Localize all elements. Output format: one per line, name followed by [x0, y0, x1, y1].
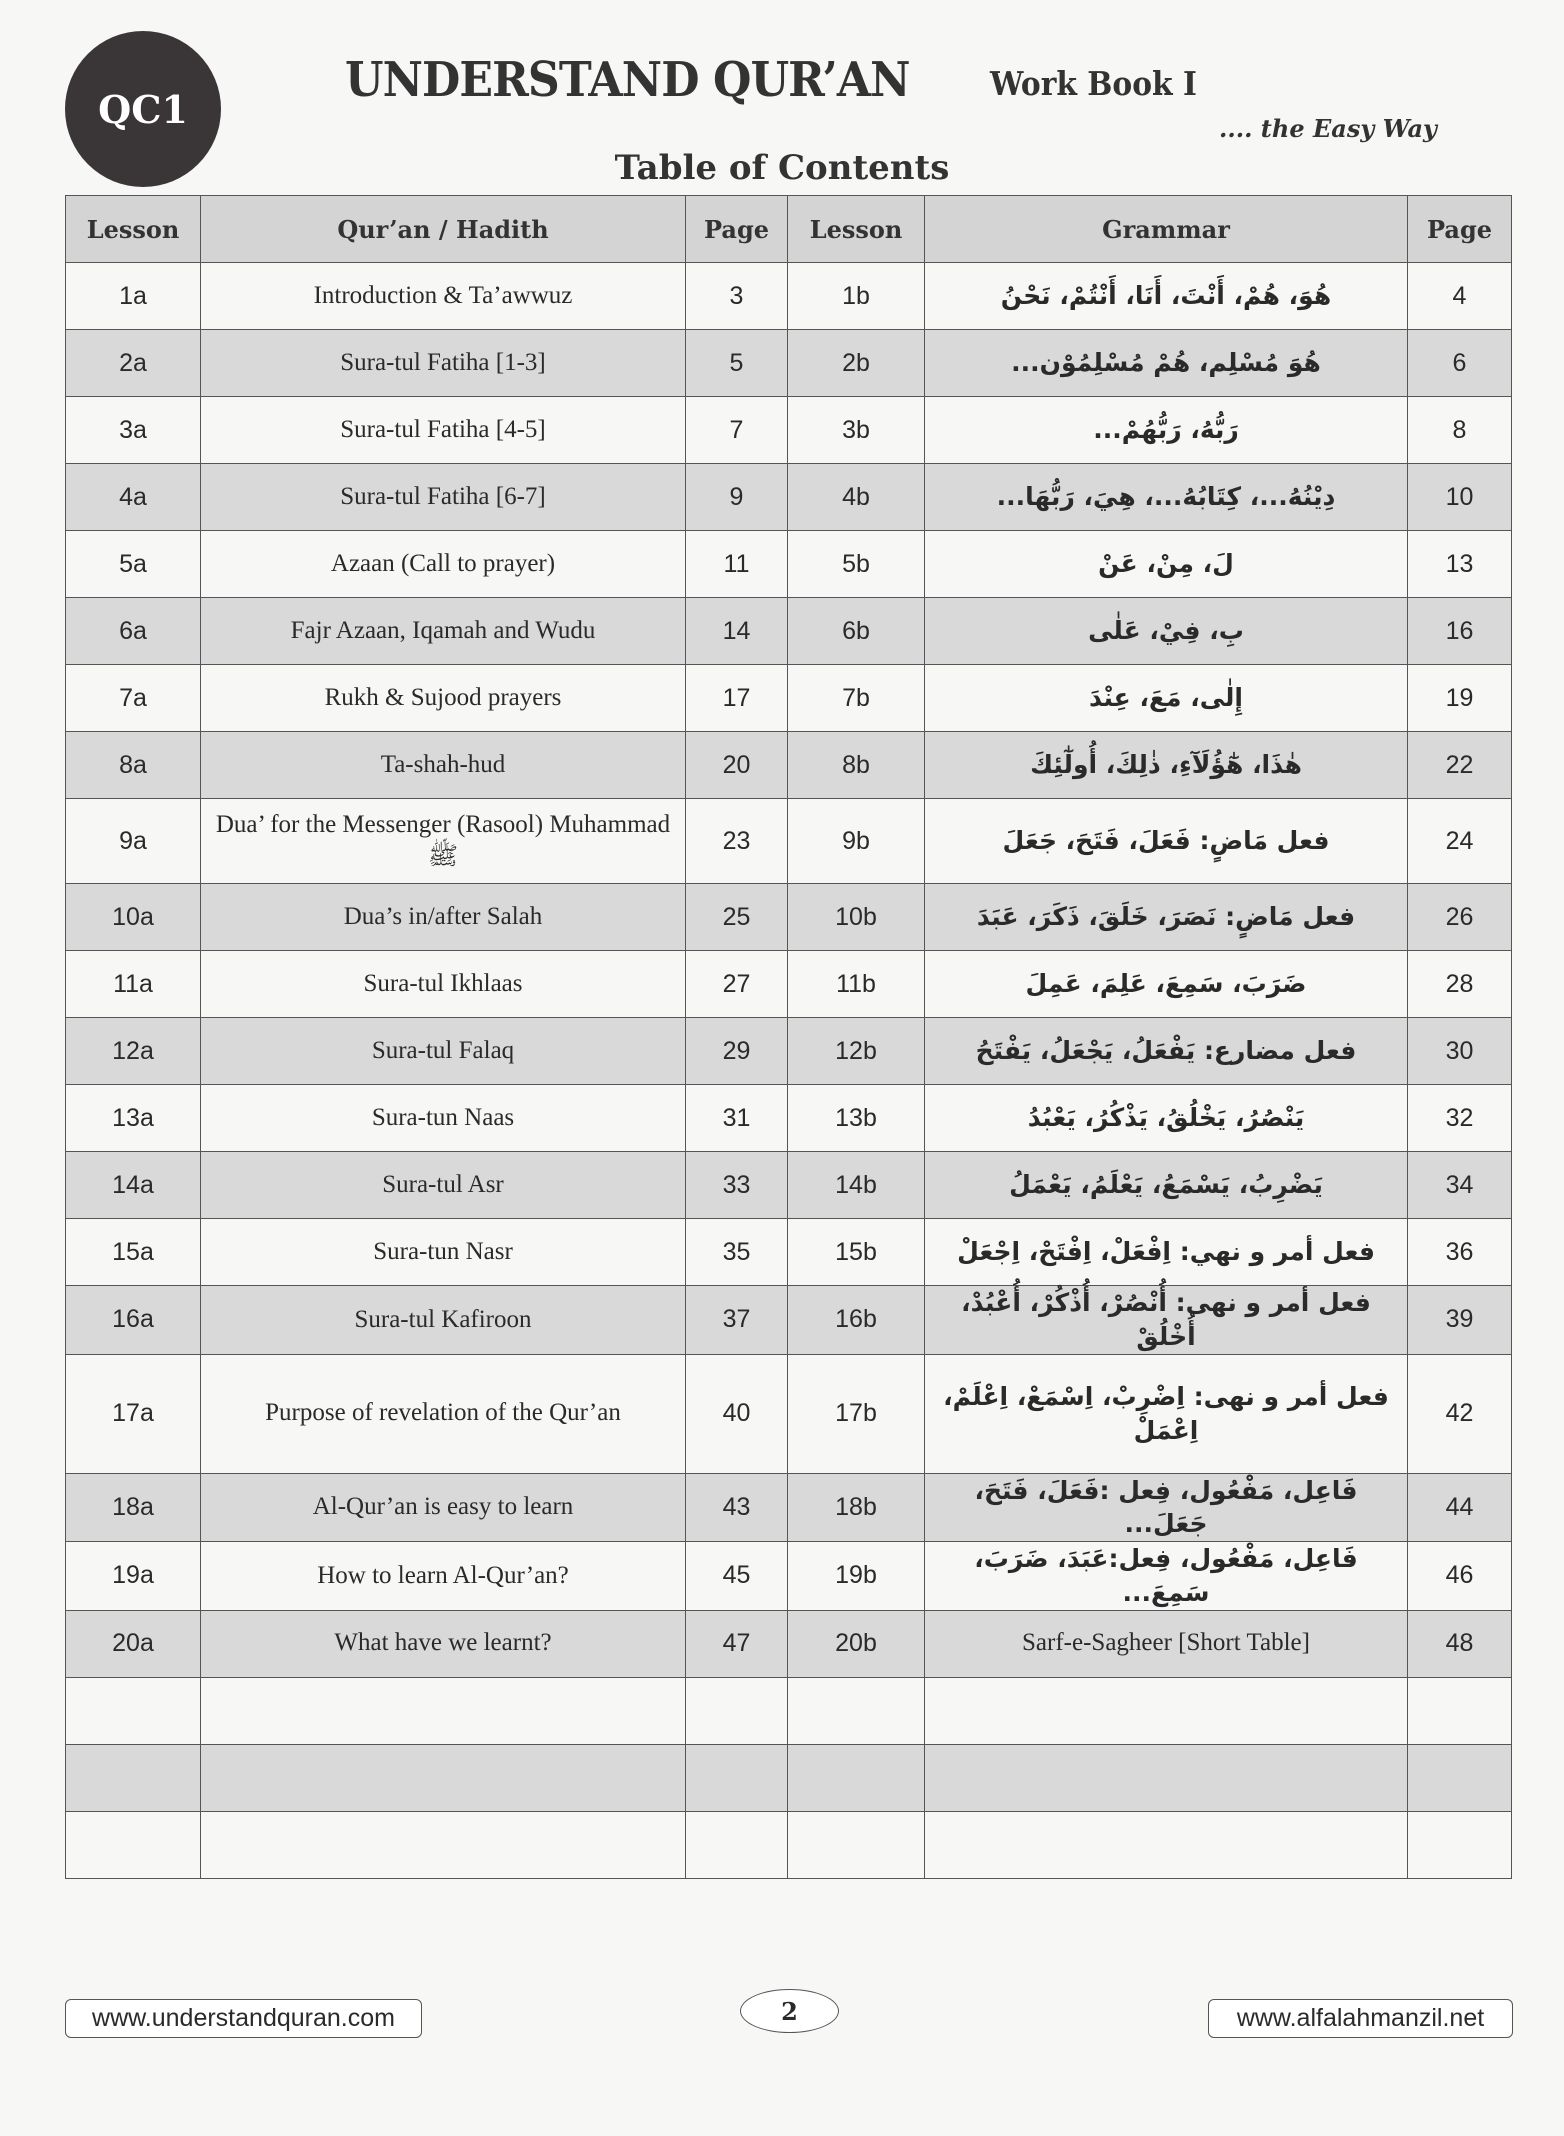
lesson-number: 7a	[66, 665, 201, 732]
col-header-lesson: Lesson	[788, 196, 925, 263]
empty-cell	[66, 1677, 201, 1744]
empty-cell	[66, 1744, 201, 1811]
grammar-page-number-cell: 26	[1408, 884, 1512, 951]
lesson-number: 1a	[66, 263, 201, 330]
col-header-page: Page	[686, 196, 788, 263]
grammar-topic: يَنْصُرُ، يَخْلُقُ، يَذْكُرُ، يَعْبُدُ	[925, 1085, 1408, 1152]
table-row	[66, 1610, 1512, 1677]
page-number-cell: 23	[686, 799, 788, 884]
grammar-lesson-number: 16b	[788, 1286, 925, 1355]
grammar-lesson-number: 19b	[788, 1542, 925, 1611]
lesson-number: 18a	[66, 1473, 201, 1542]
page-number-cell: 40	[686, 1354, 788, 1473]
grammar-lesson-number: 10b	[788, 884, 925, 951]
table-header-row	[66, 196, 1512, 263]
grammar-lesson-number: 20b	[788, 1610, 925, 1677]
empty-cell	[925, 1811, 1408, 1878]
quran-hadith-topic: Sura-tul Ikhlaas	[201, 951, 686, 1018]
table-row	[66, 665, 1512, 732]
quran-hadith-topic: Sura-tun Naas	[201, 1085, 686, 1152]
grammar-topic: فعل مَاضٍ: فَعَلَ، فَتَحَ، جَعَلَ	[925, 799, 1408, 884]
grammar-page-number-cell: 39	[1408, 1286, 1512, 1355]
page-number-cell: 29	[686, 1018, 788, 1085]
page-number-cell: 25	[686, 884, 788, 951]
empty-table-row	[66, 1744, 1512, 1811]
lesson-number: 13a	[66, 1085, 201, 1152]
grammar-page-number-cell: 10	[1408, 464, 1512, 531]
lesson-number: 20a	[66, 1610, 201, 1677]
table-row	[66, 884, 1512, 951]
lesson-number: 3a	[66, 397, 201, 464]
logo-text: QC1	[98, 86, 188, 132]
lesson-number: 6a	[66, 598, 201, 665]
grammar-topic: فعل أمر و نهى: اِضْرِبْ، اِسْمَعْ، اِعْلَمْ، اِعْمَلْ	[925, 1354, 1408, 1473]
grammar-lesson-number: 14b	[788, 1152, 925, 1219]
table-row	[66, 1542, 1512, 1611]
grammar-lesson-number: 17b	[788, 1354, 925, 1473]
page-number-cell: 27	[686, 951, 788, 1018]
empty-cell	[201, 1811, 686, 1878]
lesson-number: 2a	[66, 330, 201, 397]
table-row	[66, 1286, 1512, 1355]
table-row	[66, 951, 1512, 1018]
quran-hadith-topic: Sura-tul Fatiha [6-7]	[201, 464, 686, 531]
grammar-page-number-cell: 28	[1408, 951, 1512, 1018]
grammar-topic: فعل أمر و نهى: أُنْصُرْ، أُذْكُرْ، أُعْبُدْ، أُخْلُقْ	[925, 1286, 1408, 1355]
grammar-topic: هُوَ، هُمْ، أَنْتَ، أَنَا، أَنْتُمْ، نَحْنُ	[925, 263, 1408, 330]
grammar-page-number-cell: 22	[1408, 732, 1512, 799]
grammar-topic: رَبُّهُ، رَبُّهُمْ...	[925, 397, 1408, 464]
quran-hadith-topic: What have we learnt?	[201, 1610, 686, 1677]
quran-hadith-topic: Fajr Azaan, Iqamah and Wudu	[201, 598, 686, 665]
col-header-quran-hadith: Qur’an / Hadith	[201, 196, 686, 263]
grammar-page-number-cell: 8	[1408, 397, 1512, 464]
grammar-page-number-cell: 42	[1408, 1354, 1512, 1473]
page-number-cell: 3	[686, 263, 788, 330]
grammar-lesson-number: 3b	[788, 397, 925, 464]
tagline: .... the Easy Way	[1219, 114, 1437, 143]
grammar-topic: ضَرَبَ، سَمِعَ، عَلِمَ، عَمِلَ	[925, 951, 1408, 1018]
lesson-number: 9a	[66, 799, 201, 884]
table-row	[66, 1354, 1512, 1473]
quran-hadith-topic: Sura-tul Asr	[201, 1152, 686, 1219]
page-number-cell: 20	[686, 732, 788, 799]
grammar-page-number-cell: 46	[1408, 1542, 1512, 1611]
quran-hadith-topic: Sura-tul Fatiha [1-3]	[201, 330, 686, 397]
page-number-cell: 33	[686, 1152, 788, 1219]
page-number-cell: 45	[686, 1542, 788, 1611]
alfalahmanzil-link[interactable]: www.alfalahmanzil.net	[1208, 1999, 1513, 2038]
empty-cell	[925, 1744, 1408, 1811]
empty-cell	[686, 1677, 788, 1744]
grammar-topic: دِيْنُهُ...، كِتَابُهُ...، هِيَ، رَبُّهَا...	[925, 464, 1408, 531]
quran-hadith-topic: How to learn Al-Qur’an?	[201, 1542, 686, 1611]
grammar-topic: لَ، مِنْ، عَنْ	[925, 531, 1408, 598]
quran-hadith-topic: Sura-tul Falaq	[201, 1018, 686, 1085]
grammar-topic: بِ، فِيْ، عَلٰى	[925, 598, 1408, 665]
grammar-lesson-number: 8b	[788, 732, 925, 799]
page-title: Table of Contents	[614, 148, 950, 188]
page-number-cell: 43	[686, 1473, 788, 1542]
quran-hadith-topic: Al-Qur’an is easy to learn	[201, 1473, 686, 1542]
grammar-topic: فعل مضارع: يَفْعَلُ، يَجْعَلُ، يَفْتَحُ	[925, 1018, 1408, 1085]
page-number-cell: 37	[686, 1286, 788, 1355]
lesson-number: 5a	[66, 531, 201, 598]
page-number-cell: 31	[686, 1085, 788, 1152]
grammar-page-number-cell: 34	[1408, 1152, 1512, 1219]
lesson-number: 10a	[66, 884, 201, 951]
table-row	[66, 598, 1512, 665]
grammar-page-number-cell: 30	[1408, 1018, 1512, 1085]
grammar-topic: فَاعِل، مَفْعُول، فِعل:عَبَدَ، ضَرَبَ، سَمِعَ...	[925, 1542, 1408, 1611]
grammar-page-number-cell: 6	[1408, 330, 1512, 397]
grammar-page-number-cell: 32	[1408, 1085, 1512, 1152]
empty-cell	[201, 1677, 686, 1744]
quran-hadith-topic: Azaan (Call to prayer)	[201, 531, 686, 598]
empty-cell	[1408, 1677, 1512, 1744]
lesson-number: 11a	[66, 951, 201, 1018]
empty-cell	[925, 1677, 1408, 1744]
grammar-topic: Sarf-e-Sagheer [Short Table]	[925, 1610, 1408, 1677]
grammar-page-number-cell: 48	[1408, 1610, 1512, 1677]
grammar-topic: هٰذَا، هٰٓؤُلَآءِ، ذٰلِكَ، أُولٰٓئِكَ	[925, 732, 1408, 799]
lesson-number: 15a	[66, 1219, 201, 1286]
lesson-number: 19a	[66, 1542, 201, 1611]
quran-hadith-topic: Sura-tun Nasr	[201, 1219, 686, 1286]
table-row	[66, 397, 1512, 464]
empty-cell	[1408, 1811, 1512, 1878]
empty-cell	[788, 1744, 925, 1811]
page-number-cell: 14	[686, 598, 788, 665]
quran-hadith-topic: Ta-shah-hud	[201, 732, 686, 799]
lesson-number: 4a	[66, 464, 201, 531]
page-number: 2	[740, 1989, 839, 2033]
empty-cell	[788, 1811, 925, 1878]
page-number-cell: 7	[686, 397, 788, 464]
grammar-page-number-cell: 36	[1408, 1219, 1512, 1286]
col-header-page: Page	[1408, 196, 1512, 263]
grammar-page-number-cell: 19	[1408, 665, 1512, 732]
page-number-cell: 35	[686, 1219, 788, 1286]
grammar-topic: فَاعِل، مَفْعُول، فِعل :فَعَلَ، فَتَحَ، جَعَلَ...	[925, 1473, 1408, 1542]
empty-cell	[686, 1811, 788, 1878]
grammar-page-number-cell: 13	[1408, 531, 1512, 598]
empty-cell	[66, 1811, 201, 1878]
table-row	[66, 732, 1512, 799]
grammar-topic: فعل مَاضٍ: نَصَرَ، خَلَقَ، ذَكَرَ، عَبَدَ	[925, 884, 1408, 951]
quran-hadith-topic: Sura-tul Fatiha [4-5]	[201, 397, 686, 464]
page-number-cell: 11	[686, 531, 788, 598]
grammar-lesson-number: 15b	[788, 1219, 925, 1286]
empty-cell	[1408, 1744, 1512, 1811]
grammar-page-number-cell: 4	[1408, 263, 1512, 330]
quran-hadith-topic: Dua’ for the Messenger (Rasool) Muhammad ﷺ	[201, 799, 686, 884]
table-row	[66, 1018, 1512, 1085]
empty-cell	[201, 1744, 686, 1811]
grammar-lesson-number: 12b	[788, 1018, 925, 1085]
lesson-number: 16a	[66, 1286, 201, 1355]
table-row	[66, 263, 1512, 330]
empty-cell	[686, 1744, 788, 1811]
grammar-lesson-number: 1b	[788, 263, 925, 330]
table-row	[66, 330, 1512, 397]
grammar-page-number-cell: 24	[1408, 799, 1512, 884]
table-row	[66, 1152, 1512, 1219]
book-title: UNDERSTAND QUR’AN	[345, 52, 910, 108]
grammar-topic: يَضْرِبُ، يَسْمَعُ، يَعْلَمُ، يَعْمَلُ	[925, 1152, 1408, 1219]
grammar-topic: فعل أمر و نهي: اِفْعَلْ، اِفْتَحْ، اِجْعَلْ	[925, 1219, 1408, 1286]
grammar-topic: هُوَ مُسْلِم، هُمْ مُسْلِمُوْن...	[925, 330, 1408, 397]
grammar-lesson-number: 13b	[788, 1085, 925, 1152]
table-row	[66, 531, 1512, 598]
page-number-cell: 5	[686, 330, 788, 397]
col-header-grammar: Grammar	[925, 196, 1408, 263]
quran-hadith-topic: Introduction & Ta’awwuz	[201, 263, 686, 330]
quran-hadith-topic: Purpose of revelation of the Qur’an	[201, 1354, 686, 1473]
book-subtitle: Work Book I	[990, 64, 1197, 103]
contents-table	[65, 195, 1512, 1879]
grammar-page-number-cell: 16	[1408, 598, 1512, 665]
table-row	[66, 464, 1512, 531]
empty-table-row	[66, 1811, 1512, 1878]
quran-hadith-topic: Sura-tul Kafiroon	[201, 1286, 686, 1355]
empty-table-row	[66, 1677, 1512, 1744]
table-row	[66, 1219, 1512, 1286]
grammar-lesson-number: 5b	[788, 531, 925, 598]
page-number-cell: 9	[686, 464, 788, 531]
table-row	[66, 1473, 1512, 1542]
grammar-page-number-cell: 44	[1408, 1473, 1512, 1542]
table-row	[66, 799, 1512, 884]
grammar-lesson-number: 11b	[788, 951, 925, 1018]
lesson-number: 17a	[66, 1354, 201, 1473]
grammar-lesson-number: 7b	[788, 665, 925, 732]
page-number-cell: 17	[686, 665, 788, 732]
understandquran-link[interactable]: www.understandquran.com	[65, 1999, 422, 2038]
empty-cell	[788, 1677, 925, 1744]
grammar-lesson-number: 18b	[788, 1473, 925, 1542]
page-number-cell: 47	[686, 1610, 788, 1677]
grammar-lesson-number: 9b	[788, 799, 925, 884]
grammar-lesson-number: 4b	[788, 464, 925, 531]
lesson-number: 8a	[66, 732, 201, 799]
lesson-number: 12a	[66, 1018, 201, 1085]
col-header-lesson: Lesson	[66, 196, 201, 263]
lesson-number: 14a	[66, 1152, 201, 1219]
grammar-lesson-number: 6b	[788, 598, 925, 665]
grammar-lesson-number: 2b	[788, 330, 925, 397]
table-row	[66, 1085, 1512, 1152]
grammar-topic: إِلٰى، مَعَ، عِنْدَ	[925, 665, 1408, 732]
quran-hadith-topic: Rukh & Sujood prayers	[201, 665, 686, 732]
quran-hadith-topic: Dua’s in/after Salah	[201, 884, 686, 951]
